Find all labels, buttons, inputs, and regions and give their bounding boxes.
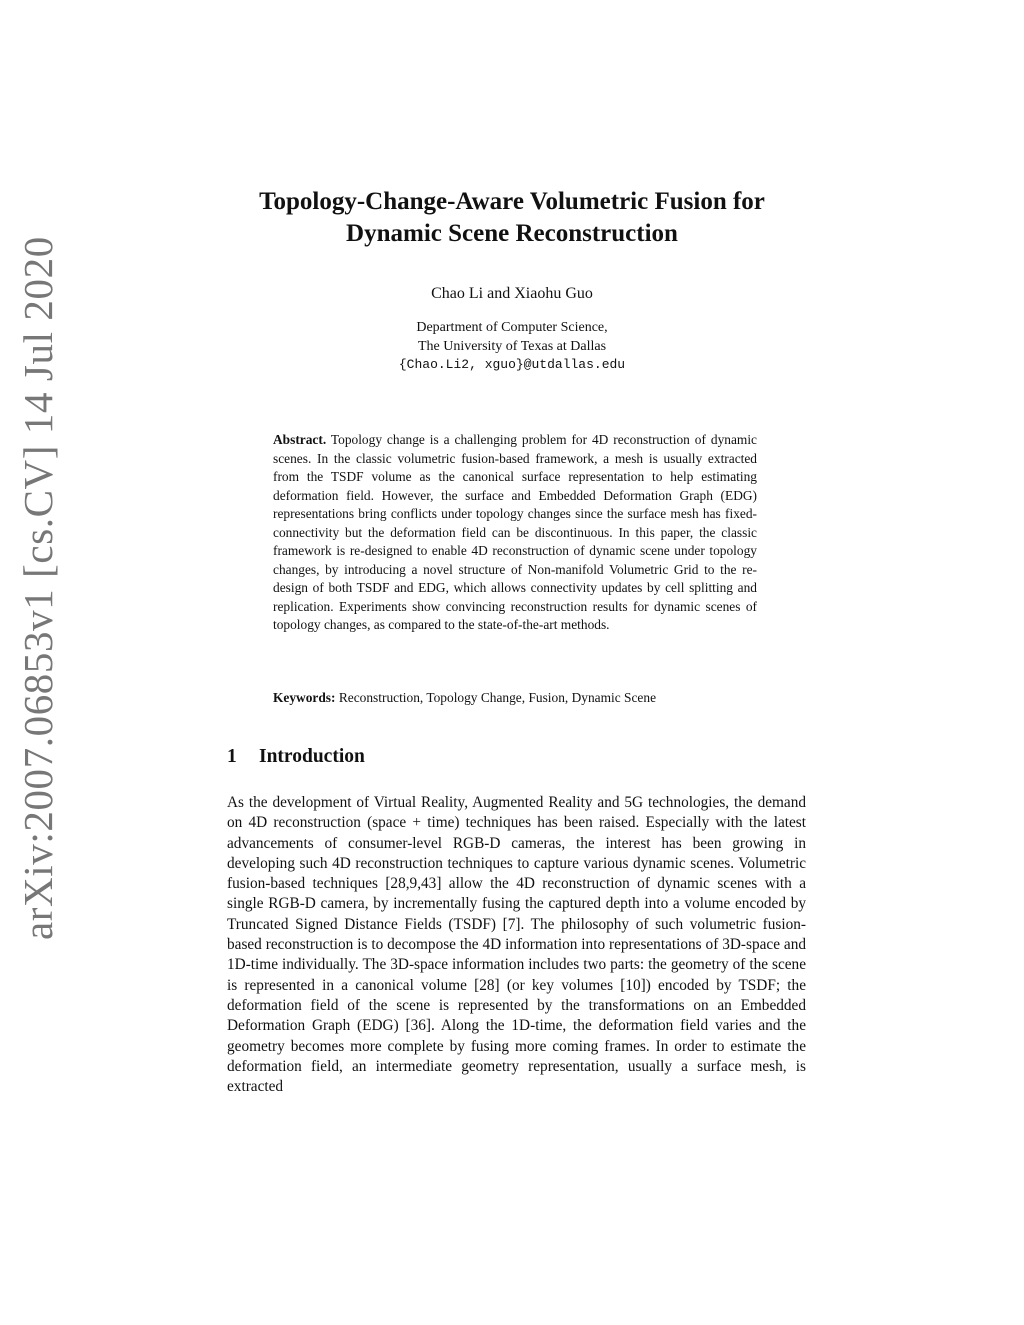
department: Department of Computer Science, xyxy=(416,320,608,335)
keywords-text: Reconstruction, Topology Change, Fusion, Dynamic Scene xyxy=(338,690,657,705)
keywords xyxy=(273,689,773,708)
affiliation xyxy=(0,319,1024,375)
authors: Chao Li and Xiaohu Guo xyxy=(431,285,593,302)
abstract xyxy=(273,431,757,635)
title-line-2: Dynamic Scene Reconstruction xyxy=(346,220,678,247)
keywords-label: Keywords: xyxy=(273,690,336,705)
title-line-1: Topology-Change-Aware Volumetric Fusion for xyxy=(259,188,765,215)
section-heading xyxy=(227,744,365,770)
university: The University of Texas at Dallas xyxy=(417,338,607,354)
abstract-label: Abstract. xyxy=(273,432,327,447)
introduction-paragraph: As the development of Virtual Reality, Augmented Reality and 5G technologies, the demand on 4D reconstruction (space + time) techniques has been raised. Especially with the latest advancements of consumer-level RGB-D cameras, the interest has been growing in developing such 4D reconstruction techniques to capture various dynamic scenes. Volumetric fusion-based techniques [28,9,43] allow the 4D reconstruction of dynamic scenes with a single RGB-D camera, by incrementally fusing the captured depth into a volume encoded by Truncated Signed Distance Fields (TSDF) [7]. The philosophy of such volumetric fusion-based reconstruction is to decompose the 4D information into representations of 3D-space and 1D-time individually. The 3D-space information includes two parts: the geometry of the scene is represented in a canonical volume [28] (or key volumes [10]) encoded by TSDF; the deformation field of the scene is represented by the transformations on an Embedded Deformation Graph (EDG) [36]. Along the 1D-time, the deformation field varies and the geometry becomes more complete by fusing more coming frames. In order to estimate the deformation field, an intermediate geometry representation, usually a surface mesh, is extracted xyxy=(227,794,806,1096)
arxiv-identifier: arXiv:2007.06853v1 [cs.CV] 14 Jul 2020 xyxy=(15,236,61,940)
section-title: Introduction xyxy=(259,746,365,767)
abstract-text: Topology change is a challenging problem for 4D reconstruction of dynamic scenes. In the classic volumetric fusion-based framework, a mesh is usually extracted from the TSDF volume as the canonical surface representation to help estimating deformation field. However, the surface and Embedded Deformation Graph (EDG) representations bring conflicts under topology changes since the surface mesh has fixed-connectivity but the deformation field can be discontinuous. In this paper, the classic framework is re-designed to enable 4D reconstruction of dynamic scene under topology changes, by introducing a novel structure of Non-manifold Volumetric Grid to the re-design of both TSDF and EDG, which allows connectivity updates by cell splitting and replication. Experiments show convincing reconstruction results for dynamic scenes of topology changes, as compared to the state-of-the-art methods. xyxy=(273,432,757,632)
paper-title xyxy=(0,186,1024,250)
email: {Chao.Li2, xguo}@utdallas.edu xyxy=(398,357,626,372)
section-number: 1 xyxy=(227,746,237,767)
